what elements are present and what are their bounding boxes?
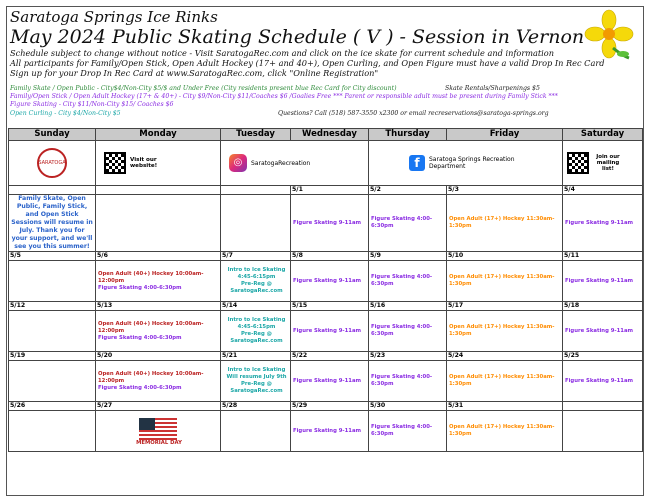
event-item: Open Adult (40+) Hockey 10:00am-12:00pm	[98, 320, 204, 334]
date-label: 5/13	[96, 302, 221, 311]
date-label	[96, 186, 221, 195]
events-row	[9, 195, 643, 252]
instagram-icon: ◎	[229, 154, 247, 172]
event-item: MEMORIAL DAY	[136, 439, 182, 446]
events-row	[9, 411, 643, 452]
event-item: Intro to Ice Skating	[227, 267, 286, 273]
event-item: Figure Skating 4:00-6:30pm	[98, 334, 182, 341]
event-item: 4:45-6:15pm	[237, 274, 276, 280]
facebook-icon: f	[409, 155, 425, 171]
day-cell[interactable]	[291, 361, 369, 402]
date-row	[9, 252, 643, 261]
pricing-line-1	[10, 85, 610, 93]
event-item: Open Adult (17+) Hockey 11:30am-1:30pm	[449, 374, 555, 387]
event-item: Figure Skating 4:00-6:30pm	[371, 274, 433, 287]
event-item: Figure Skating 9-11am	[293, 327, 362, 334]
date-label: 5/30	[369, 402, 447, 411]
org-name: Saratoga Springs Ice Rinks	[10, 8, 218, 26]
date-label: 5/18	[563, 302, 643, 311]
day-cell[interactable]	[563, 261, 643, 302]
date-label: 5/26	[9, 402, 96, 411]
day-cell[interactable]	[9, 361, 96, 402]
logo-row	[9, 141, 643, 186]
event-item: Open Adult (17+) Hockey 11:30am-1:30pm	[449, 274, 555, 287]
instagram-handle: SaratogaRecreation	[251, 159, 311, 167]
flower-icon	[583, 8, 635, 60]
weekday-monday: Monday	[96, 129, 221, 141]
date-row	[9, 352, 643, 361]
date-label	[563, 402, 643, 411]
contact-info: Questions? Call (518) 587-3550 x2300 or email recreservations@saratoga-springs.org	[278, 109, 549, 117]
weekday-sunday: Sunday	[9, 129, 96, 141]
event-item: Pre-Reg @ SaratogaRec.com	[230, 281, 283, 294]
event-item: Open Adult (17+) Hockey 11:30am-1:30pm	[449, 324, 555, 337]
event-item: Open Adult (40+) Hockey 10:00am-12:00pm	[98, 370, 204, 384]
day-cell[interactable]	[291, 411, 369, 452]
day-cell[interactable]	[9, 411, 96, 452]
day-cell[interactable]	[291, 261, 369, 302]
pricing-info	[10, 85, 610, 118]
day-cell[interactable]	[563, 311, 643, 352]
event-item: Figure Skating 4:00-6:30pm	[98, 284, 182, 291]
day-cell[interactable]	[221, 261, 291, 302]
day-cell[interactable]	[221, 311, 291, 352]
mailing-cell[interactable]	[563, 141, 643, 186]
day-cell[interactable]	[96, 361, 221, 402]
event-item: Figure Skating 4:00-6:30pm	[371, 216, 433, 229]
date-label: 5/29	[291, 402, 369, 411]
day-cell[interactable]	[96, 195, 221, 252]
date-label: 5/11	[563, 252, 643, 261]
curling-pricing: Open Curling - City $4/Non-City $5	[10, 109, 121, 117]
date-label: 5/5	[9, 252, 96, 261]
day-cell[interactable]	[221, 361, 291, 402]
date-label: 5/14	[221, 302, 291, 311]
note-line: Schedule subject to change without notice - Visit SaratogaRec.com and click on the ice skate for current schedule and information	[10, 48, 555, 58]
date-label: 5/24	[447, 352, 563, 361]
date-label: 5/10	[447, 252, 563, 261]
qr-code-icon	[104, 152, 126, 174]
event-item: Open Adult (17+) Hockey 11:30am-1:30pm	[449, 216, 555, 229]
calendar-table	[8, 128, 643, 452]
event-item: Intro to Ice Skating	[227, 367, 286, 373]
date-label: 5/23	[369, 352, 447, 361]
seal-cell	[9, 141, 96, 186]
date-label: 5/2	[369, 186, 447, 195]
event-item: Figure Skating 9-11am	[565, 277, 634, 284]
event-item: Figure Skating 4:00-6:30pm	[371, 324, 433, 337]
event-item: Open Adult (40+) Hockey 10:00am-12:00pm	[98, 270, 204, 284]
day-cell[interactable]	[369, 411, 447, 452]
event-item: Figure Skating 4:00-6:30pm	[371, 374, 433, 387]
date-label	[221, 186, 291, 195]
date-label: 5/27	[96, 402, 221, 411]
date-label: 5/16	[369, 302, 447, 311]
day-cell[interactable]	[447, 411, 563, 452]
date-label: 5/21	[221, 352, 291, 361]
event-item: Figure Skating 9-11am	[293, 427, 362, 434]
weekday-saturday: Saturday	[563, 129, 643, 141]
day-cell[interactable]	[369, 361, 447, 402]
day-cell[interactable]	[9, 311, 96, 352]
pricing-line-4	[10, 110, 610, 118]
date-label: 5/15	[291, 302, 369, 311]
day-cell[interactable]	[221, 411, 291, 452]
city-seal-icon: SARATOGA	[37, 148, 67, 178]
date-label: 5/1	[291, 186, 369, 195]
stick-pricing: Family/Open Stick / Open Adult Hockey (17+ & 40+) - City $9/Non-City $11/Coaches $6 /Goalies Free *** Parent or responsible adult must be present during Family Stick ***	[10, 93, 558, 101]
date-row	[9, 186, 643, 195]
weekday-wednesday: Wednesday	[291, 129, 369, 141]
facebook-cell[interactable]	[369, 141, 563, 186]
weekday-header-row	[9, 129, 643, 141]
day-cell[interactable]	[9, 195, 96, 252]
facebook-name: Saratoga Springs Recreation Department	[429, 156, 515, 170]
date-label: 5/17	[447, 302, 563, 311]
date-label: 5/4	[563, 186, 643, 195]
website-label: Visit our website!	[130, 157, 158, 169]
date-row	[9, 302, 643, 311]
day-cell[interactable]	[369, 195, 447, 252]
day-cell[interactable]	[447, 311, 563, 352]
mailing-link[interactable]	[563, 152, 642, 174]
mailing-label: Join our mailing list!	[596, 154, 620, 172]
date-label: 5/19	[9, 352, 96, 361]
date-label: 5/3	[447, 186, 563, 195]
note-line: Sign up for your Drop In Rec Card at www.SaratogaRec.com, click "Online Registration"	[10, 68, 379, 79]
weekday-tuesday: Tuesday	[221, 129, 291, 141]
event-item: Figure Skating 9-11am	[565, 219, 634, 226]
weekday-friday: Friday	[447, 129, 563, 141]
date-label: 5/28	[221, 402, 291, 411]
rental-pricing: Skate Rentals/Sharpenings $5	[445, 85, 540, 92]
day-cell[interactable]	[563, 195, 643, 252]
day-cell[interactable]	[96, 311, 221, 352]
us-flag-icon	[139, 418, 177, 440]
website-link[interactable]	[96, 152, 220, 174]
instagram-link[interactable]	[221, 154, 368, 172]
events-row	[9, 361, 643, 402]
qr-code-icon	[567, 152, 589, 174]
event-item: Pre-Reg @ SaratogaRec.com	[230, 331, 283, 344]
date-label: 5/20	[96, 352, 221, 361]
note-line: All participants for Family/Open Stick, Open Adult Hockey (17+ and 40+), Open Curling, and Open Figure must have a valid Drop In Rec Card	[10, 58, 605, 69]
day-cell[interactable]	[291, 311, 369, 352]
day-cell[interactable]	[563, 411, 643, 452]
event-item: Figure Skating 4:00-6:30pm	[371, 424, 433, 437]
event-item: Will resume July 9th	[226, 374, 287, 380]
date-label	[9, 186, 96, 195]
day-cell[interactable]	[96, 261, 221, 302]
events-row	[9, 261, 643, 302]
day-cell[interactable]	[447, 195, 563, 252]
day-cell[interactable]	[96, 411, 221, 452]
day-cell[interactable]	[563, 361, 643, 402]
date-label: 5/31	[447, 402, 563, 411]
weekday-thursday: Thursday	[369, 129, 447, 141]
resume-notice: Family Skate, Open Public, Family Stick, and Open Stick Sessions will resume in July. Thank you for your support, and we'll see you this summer!	[11, 195, 93, 250]
day-cell[interactable]	[221, 195, 291, 252]
family-skate-pricing: Family Skate / Open Public - City$4/Non-City $5/$ and Under Free (City residents present blue Rec Card for City discount)	[10, 85, 397, 92]
day-cell[interactable]	[447, 361, 563, 402]
day-cell[interactable]	[447, 261, 563, 302]
event-item: Pre-Reg @ SaratogaRec.com	[230, 381, 283, 394]
event-item: Figure Skating 9-11am	[293, 277, 362, 284]
event-item: Intro to Ice Skating	[227, 317, 286, 323]
event-item: Figure Skating 4:00-6:30pm	[98, 384, 182, 391]
date-label: 5/8	[291, 252, 369, 261]
website-cell[interactable]	[96, 141, 221, 186]
facebook-link[interactable]	[369, 155, 562, 171]
event-item: Figure Skating 9-11am	[293, 377, 362, 384]
event-item: Figure Skating 9-11am	[565, 377, 634, 384]
date-row	[9, 402, 643, 411]
day-cell[interactable]	[9, 261, 96, 302]
event-item: Figure Skating 9-11am	[293, 219, 362, 226]
date-label: 5/22	[291, 352, 369, 361]
date-label: 5/6	[96, 252, 221, 261]
event-item: Open Adult (17+) Hockey 11:30am-1:30pm	[449, 424, 555, 437]
day-cell[interactable]	[369, 261, 447, 302]
day-cell[interactable]	[291, 195, 369, 252]
page-title: May 2024 Public Skating Schedule ( V ) - Session in Vernon	[10, 26, 585, 48]
event-item: Figure Skating 9-11am	[565, 327, 634, 334]
date-label: 5/25	[563, 352, 643, 361]
date-label: 5/12	[9, 302, 96, 311]
instagram-cell[interactable]	[221, 141, 369, 186]
date-label: 5/9	[369, 252, 447, 261]
figure-pricing: Figure Skating - City $11/Non-City $15/ Coaches $6	[10, 101, 174, 109]
events-row	[9, 311, 643, 352]
event-item: 4:45-6:15pm	[237, 324, 276, 330]
day-cell[interactable]	[369, 311, 447, 352]
header	[10, 8, 605, 79]
date-label: 5/7	[221, 252, 291, 261]
